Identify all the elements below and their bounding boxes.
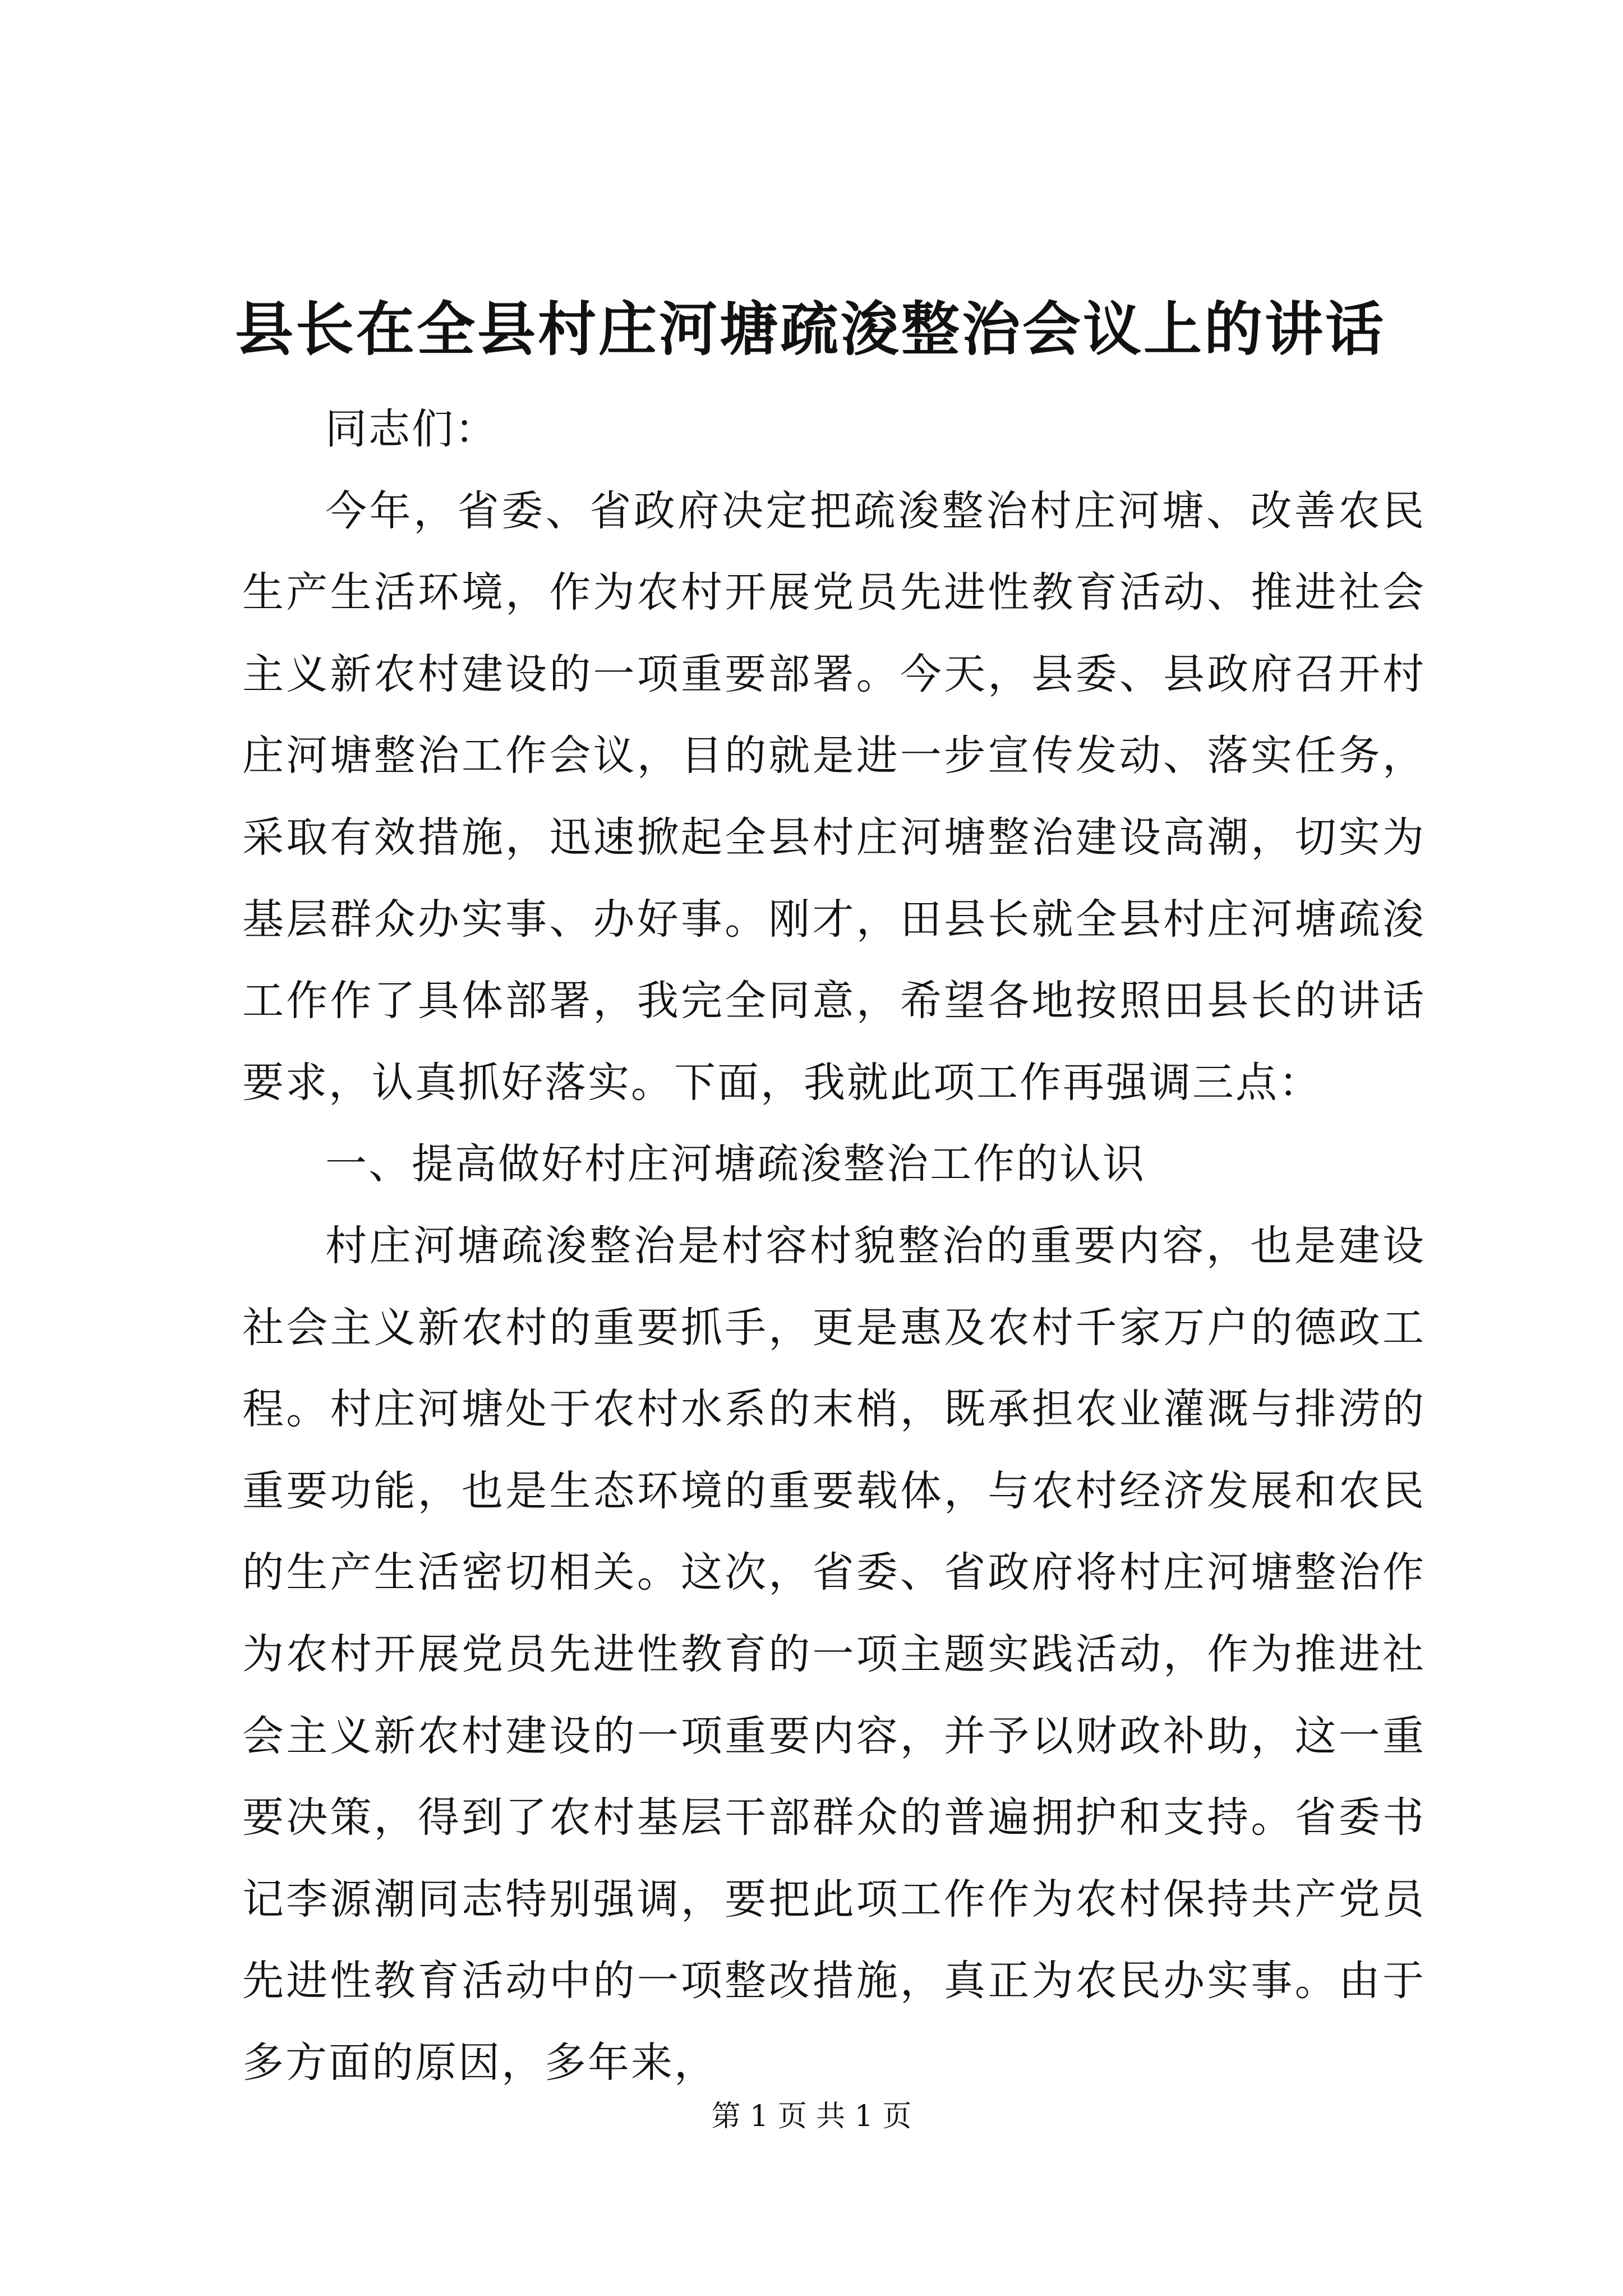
paragraph-intro: 今年，省委、省政府决定把疏浚整治村庄河塘、改善农民生产生活环境，作为农村开展党员先进性教育活动、推进社会主义新农村建设的一项重要部署。今天，县委、县政府召开村庄河塘整治工作会议，目的就是进一步宣传发动、落实任务，采取有效措施，迅速掀起全县村庄河塘整治建设高潮，切实为基层群众办实事、办好事。刚才，田县长就全县村庄河塘疏浚工作作了具体部署，我完全同意，希望各地按照田县长的讲话要求，认真抓好落实。下面，我就此项工作再强调三点： [242, 486, 1426, 1107]
document-title: 县长在全县村庄河塘疏浚整治会议上的讲话 [234, 295, 1386, 364]
salutation: 同志们： [325, 405, 498, 453]
document-body [242, 389, 1426, 2104]
paragraph-body: 村庄河塘疏浚整治是村容村貌整治的重要内容，也是建设社会主义新农村的重要抓手，更是惠及农村千家万户的德政工程。村庄河塘处于农村水系的末梢，既承担农业灌溉与排涝的重要功能，也是生态环境的重要载体，与农村经济发展和农民的生产生活密切相关。这次，省委、省政府将村庄河塘整治作为农村开展党员先进性教育的一项主题实践活动，作为推进社会主义新农村建设的一项重要内容，并予以财政补助，这一重要决策，得到了农村基层干部群众的普遍拥护和支持。省委书记李源潮同志特别强调，要把此项工作作为农村保持共产党员先进性教育活动中的一项整改措施，真正为农民办实事。由于多方面的原因，多年来， [242, 1221, 1426, 2087]
section-heading: 一、提高做好村庄河塘疏浚整治工作的认识 [325, 1140, 1146, 1189]
page-footer: 第 1 页 共 1 页 [711, 2100, 912, 2133]
